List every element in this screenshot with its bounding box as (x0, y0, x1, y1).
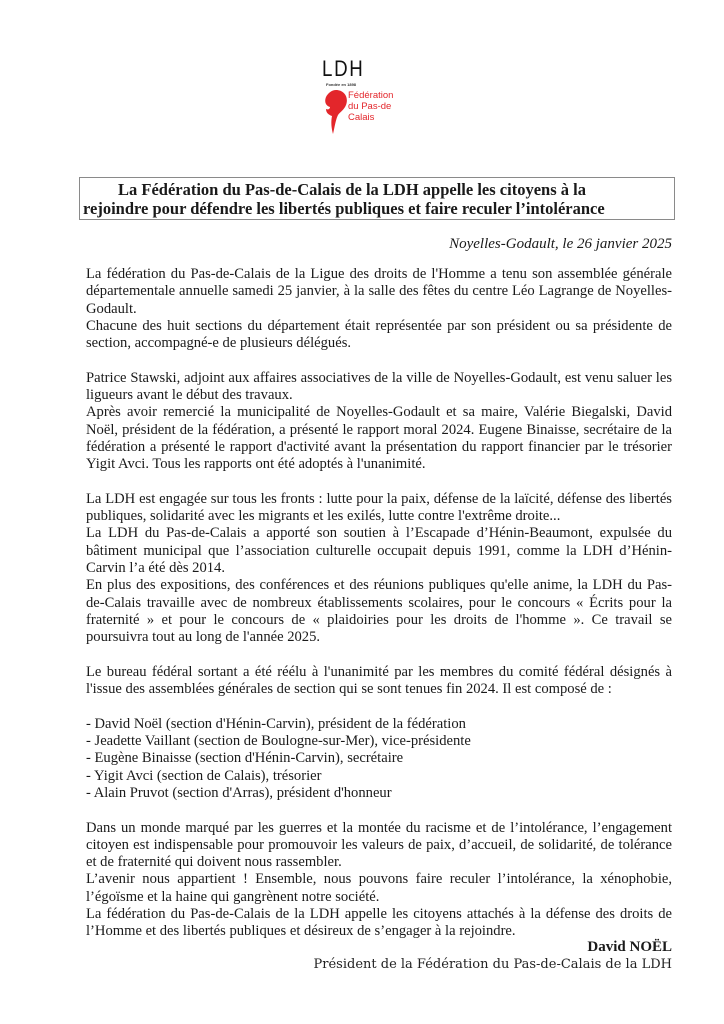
logo-federation-line: du Pas-de (348, 101, 392, 112)
paragraph: Dans un monde marqué par les guerres et la montée du racisme et de l’intolérance, l’engagement citoyen est indispensable pour promouvoir les valeurs de paix, d’accueil, de solidarité, de tolérance et de fraternité qui doivent nous rassembler. (86, 819, 672, 871)
logo-federation-line: Fédération (348, 90, 394, 101)
dateline: Noyelles-Godault, le 26 janvier 2025 (449, 236, 672, 252)
bureau-member: - Alain Pruvot (section d'Arras), président d'honneur (86, 784, 392, 801)
signature-title: Président de la Fédération du Pas-de-Calais de la LDH (313, 957, 672, 972)
bureau-member: - Eugène Binaisse (section d'Hénin-Carvin), secrétaire (86, 750, 404, 767)
bureau-member: - Yigit Avci (section de Calais), trésorier (86, 767, 322, 784)
ldh-logo (320, 58, 400, 138)
paragraph: Chacune des huit sections du département était représentée par son président ou sa présidente de section, accompagné-e de plusieurs délégués. (86, 317, 672, 352)
paragraph: La LDH est engagée sur tous les fronts : lutte pour la paix, défense de la laïcité, défense des libertés publiques, solidarité avec les migrants et les exilés, lutte contre l'extrême droite... (86, 490, 672, 525)
paragraph: La fédération du Pas-de-Calais de la Ligue des droits de l'Homme a tenu son assemblée générale départementale annuelle samedi 25 janvier, à la salle des fêtes du centre Léo Lagrange de Noyelles-Godault. (86, 266, 672, 317)
press-release-body (86, 266, 672, 941)
paragraph: Patrice Stawski, adjoint aux affaires associatives de la ville de Noyelles-Godault, est venu saluer les ligueurs avant le début des travaux. (86, 369, 672, 404)
logo-founded: Fondée en 1898 (326, 82, 357, 87)
bureau-member: - Jeadette Vaillant (section de Boulogne-sur-Mer), vice-présidente (86, 733, 471, 750)
headline-line-1: La Fédération du Pas-de-Calais de la LDH appelle les citoyens à la (118, 180, 586, 199)
bureau-member: - David Noël (section d'Hénin-Carvin), président de la fédération (86, 715, 466, 732)
headline-line-2: rejoindre pour défendre les libertés publiques et faire reculer l’intolérance (83, 199, 605, 218)
paragraph: L’avenir nous appartient ! Ensemble, nous pouvons faire reculer l’intolérance, la xénophobie, l’égoïsme et la haine qui gangrènent notre société. (86, 871, 672, 905)
logo-federation-name (348, 90, 393, 123)
headline-box (79, 177, 675, 220)
bureau-list (86, 716, 672, 802)
paragraph: La fédération du Pas-de-Calais de la LDH appelle les citoyens attachés à la défense des droits de l’Homme et des libertés publiques et désireux de s’engager à la rejoindre. (86, 905, 672, 940)
paragraph: Après avoir remercié la municipalité de Noyelles-Godault et sa maire, Valérie Biegalski, David Noël, président de la fédération, a présenté le rapport moral 2024. Eugene Binaisse, secrétaire de la fédération a présenté le rapport d'activité avant la présentation du rapport financier par le trésorier Yigit Avci. Tous les rapports ont été adoptés à l'unanimité. (86, 404, 672, 473)
signature-name: David NOËL (587, 939, 672, 955)
paragraph: La LDH du Pas-de-Calais a apporté son soutien à l’Escapade d’Hénin-Beaumont, expulsée du bâtiment municipal que l’association culturelle occupait depuis 1991, comme la LDH d’Hénin-Carvin l’a été dès 2014. (86, 525, 672, 577)
logo-federation-line: Calais (348, 112, 375, 123)
logo-acronym: LDH (322, 56, 365, 81)
paragraph: En plus des expositions, des conférences et des réunions publiques qu'elle anime, la LDH du Pas-de-Calais travaille avec de nombreux établissements scolaires, pour le concours « Écrits pour la fraternité » et pour le concours de « plaidoiries pour les droits de l'homme ». Ce travail se poursuivra tout au long de l'année 2025. (86, 577, 672, 646)
paragraph: Le bureau fédéral sortant a été réélu à l'unanimité par les membres du comité fédéral désignés à l'issue des assemblées générales de section qui se sont tenues fin 2024. Il est composé de : (86, 663, 672, 698)
